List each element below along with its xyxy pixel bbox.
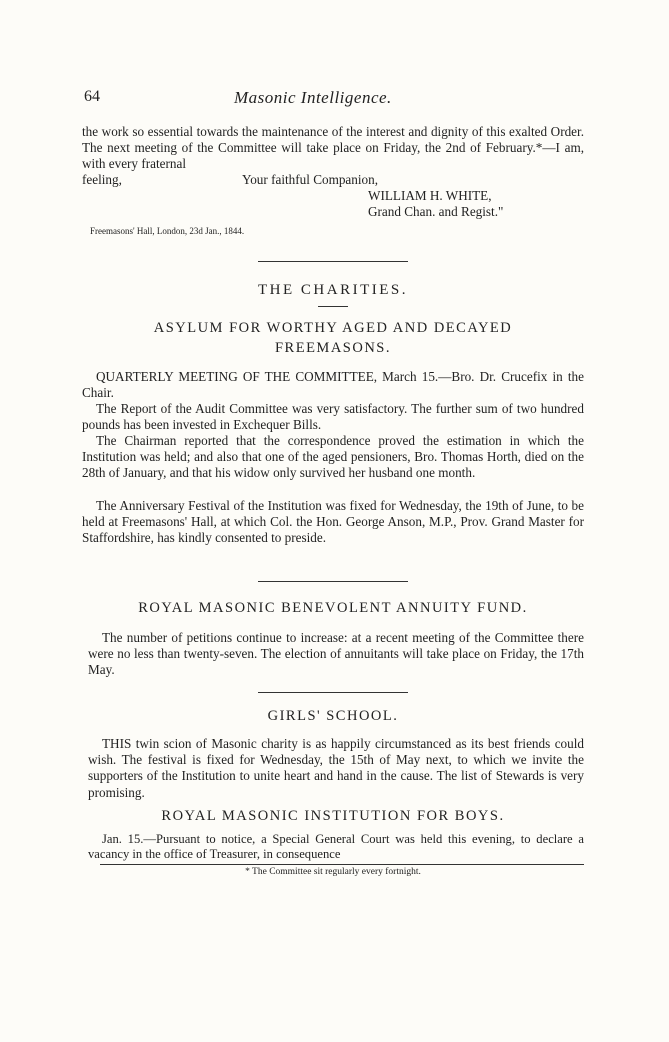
- annuity-paragraph: The number of petitions continue to increase: at a recent meeting of the Committee there were no less than twenty-seven. The election of annuitants will take place on Friday, the 17th May.: [88, 630, 584, 678]
- girls-heading: GIRLS' SCHOOL.: [267, 708, 399, 724]
- signature-name: WILLIAM H. WHITE,: [368, 188, 492, 203]
- signature-title: Grand Chan. and Regist.": [368, 204, 504, 219]
- annuity-heading: ROYAL MASONIC BENEVOLENT ANNUITY FUND.: [138, 600, 528, 616]
- asylum-paragraph-2: The Report of the Audit Committee was very satisfactory. The further sum of two hundred pounds has been invested in Exchequer Bills.: [82, 401, 584, 433]
- asylum-heading-1: ASYLUM FOR WORTHY AGED AND DECAYED: [153, 320, 513, 336]
- asylum-heading-2: FREEMASONS.: [274, 340, 391, 356]
- asylum-paragraph-1: QUARTERLY MEETING OF THE COMMITTEE, March 15.—Bro. Dr. Crucefix in the Chair.: [82, 369, 584, 401]
- section-divider: [258, 261, 408, 262]
- footnote: * The Committee sit regularly every fortnight.: [245, 867, 421, 877]
- short-divider: [318, 306, 348, 307]
- section-divider: [258, 692, 408, 693]
- place-date: Freemasons' Hall, London, 23d Jan., 1844.: [90, 226, 245, 236]
- footnote-rule: [100, 864, 584, 865]
- closing-feeling: feeling,: [82, 172, 122, 187]
- letter-closing: [82, 172, 584, 224]
- girls-paragraph: THIS twin scion of Masonic charity is as happily circumstanced as its best friends could wish. The festival is fixed for Wednesday, the 15th of May next, to which we invite the supporters of the Institution to unite heart and hand in the cause. The list of Stewards is very promising.: [88, 736, 584, 800]
- closing-salutation: Your faithful Companion,: [242, 172, 379, 187]
- asylum-paragraph-4: The Anniversary Festival of the Institution was fixed for Wednesday, the 19th of June, to be held at Freemasons' Hall, at which Col. the Hon. George Anson, M.P., Prov. Grand Master for Staffordshire, has kindly consented to preside.: [82, 498, 584, 546]
- asylum-paragraph-3: The Chairman reported that the correspondence proved the estimation in which the Institution was held; and also that one of the aged pensioners, Bro. Thomas Horth, died on the 28th of January, and that his widow only survived her husband one month.: [82, 433, 584, 481]
- running-title: Masonic Intelligence.: [234, 88, 392, 107]
- boys-paragraph: Jan. 15.—Pursuant to notice, a Special General Court was held this evening, to declare a vacancy in the office of Treasurer, in consequence: [88, 832, 584, 861]
- boys-heading: ROYAL MASONIC INSTITUTION FOR BOYS.: [161, 808, 505, 824]
- section-divider: [258, 581, 408, 582]
- opening-paragraph: the work so essential towards the maintenance of the interest and dignity of this exalted Order. The next meeting of the Committee will take place on Friday, the 2nd of February.*—I am, with every fraternal: [82, 124, 584, 172]
- page-header: [84, 88, 584, 108]
- charities-heading: THE CHARITIES.: [258, 282, 408, 298]
- page-number: 64: [84, 88, 100, 105]
